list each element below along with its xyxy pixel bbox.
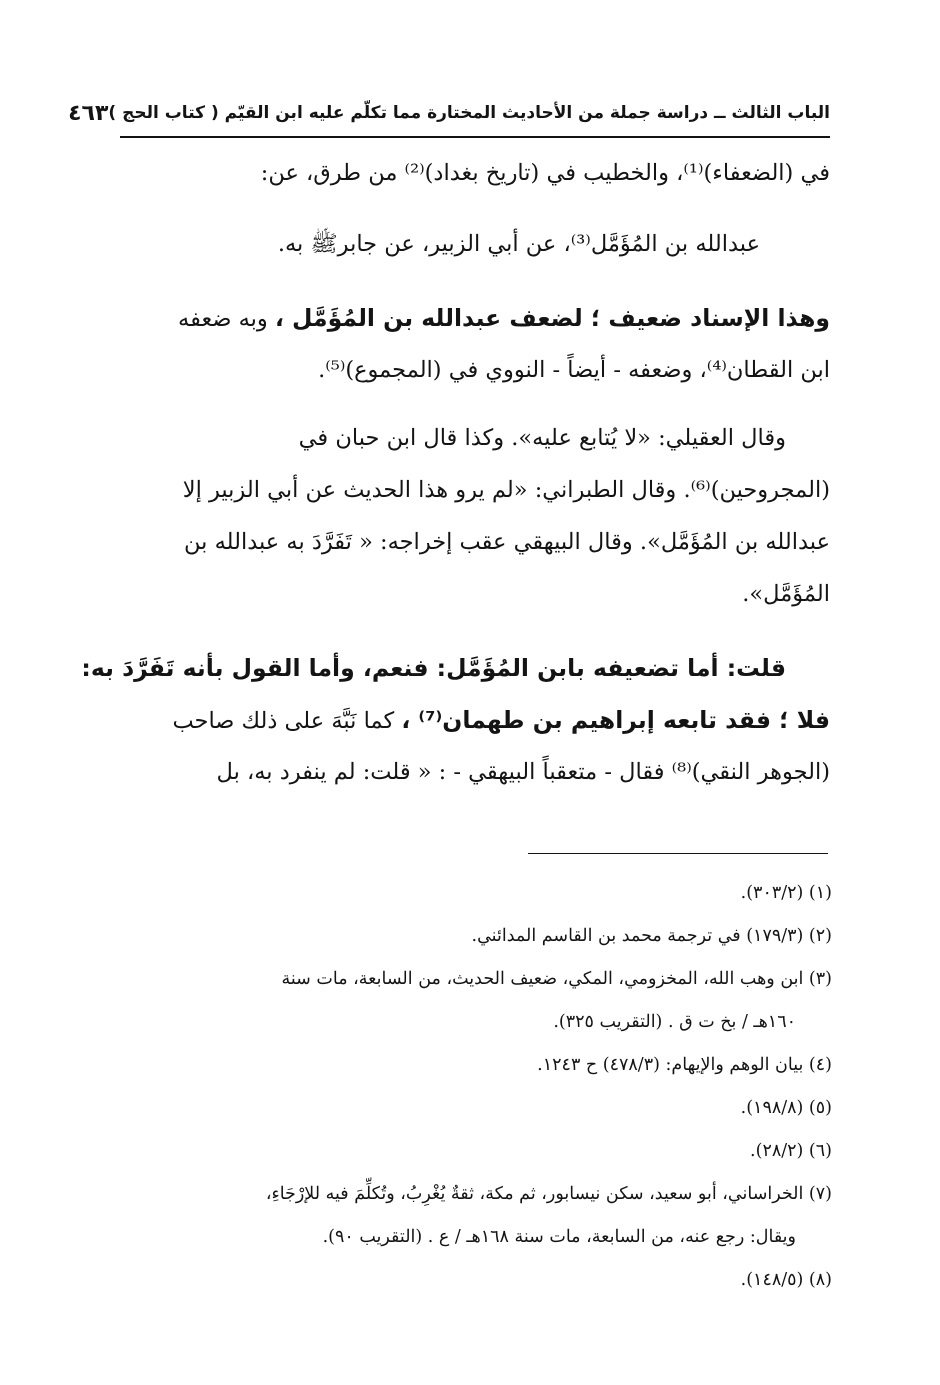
text-line: (المجروحين)⁽⁶⁾. وقال الطبراني: «لم يرو هذا الحديث عن أبي الزبير إلا <box>182 477 830 503</box>
bold-phrase: فلا ؛ فقد تابعه إبراهيم بن طهمان⁽⁷⁾ ، <box>401 706 830 734</box>
running-header <box>68 92 830 134</box>
footnotes <box>120 872 832 1302</box>
footnote-4: (٤) بيان الوهم والإيهام: (٤٧٨/٣) ح ١٢٤٣. <box>537 1055 832 1075</box>
text-line: عبدالله بن المُؤَمَّل». وقال البيهقي عقب إخراجه: « تَفَرَّدَ به عبدالله بن <box>184 529 830 555</box>
text-line: المُؤَمَّل». <box>742 581 830 607</box>
text-line: ابن القطان⁽⁴⁾، وضعفه - أيضاً - النووي في (المجموع)⁽⁵⁾. <box>318 357 830 383</box>
footnote-7-cont: ويقال: رجع عنه، من السابعة، مات سنة ١٦٨هـ / ع . (التقريب ٩٠). <box>322 1227 796 1247</box>
paragraph-3 <box>120 292 830 396</box>
footnote-7: (٧) الخراساني، أبو سعيد، سكن نيسابور، ثم مكة، ثقةٌ يُغْرِبُ، وتُكلِّمَ فيه للإرْجَاءِ، <box>265 1184 832 1204</box>
paragraph-1 <box>120 147 830 199</box>
page-number: ٤٦٣ <box>68 100 109 126</box>
text-line: قلت: أما تضعيفه بابن المُؤَمَّل: فنعم، وأما القول بأنه تَفَرَّدَ به: <box>81 654 786 682</box>
footnote-separator <box>528 853 828 854</box>
text-tail: وبه ضعفه <box>178 306 275 332</box>
text-line <box>120 694 830 746</box>
footnote-5: (٥) (١٩٨/٨). <box>740 1098 832 1118</box>
footnote-3: (٣) ابن وهب الله، المخزومي، المكي، ضعيف الحديث، من السابعة، مات سنة <box>281 969 832 989</box>
text-line: وقال العقيلي: «لا يُتابع عليه». وكذا قال ابن حبان في <box>298 425 786 451</box>
footnote-1: (١) (٣٠٣/٢). <box>740 883 832 903</box>
text-line <box>120 292 830 344</box>
footnote-6: (٦) (٢٨/٢). <box>750 1141 832 1161</box>
bold-phrase: وهذا الإسناد ضعيف ؛ لضعف عبدالله بن المُؤَمَّل ، <box>274 304 830 332</box>
text-line: في (الضعفاء)⁽¹⁾، والخطيب في (تاريخ بغداد)⁽²⁾ من طرق، عن: <box>260 160 830 186</box>
text-line: عبدالله بن المُؤَمَّل⁽³⁾، عن أبي الزبير، عن جابرﷺ به. <box>277 231 760 257</box>
paragraph-5 <box>81 642 830 798</box>
footnote-8: (٨) (١٤٨/٥). <box>740 1270 832 1290</box>
header-rule <box>120 136 830 138</box>
footnote-3-cont: ١٦٠هـ / بخ ت ق . (التقريب ٣٢٥). <box>553 1012 796 1032</box>
header-title: الباب الثالث ــ دراسة جملة من الأحاديث المختارة مما تكلّم عليه ابن القيّم ( كتاب الحج ) <box>108 103 830 123</box>
paragraph-2 <box>120 218 830 270</box>
footnote-2: (٢) (١٧٩/٣) في ترجمة محمد بن القاسم المدائني. <box>471 926 832 946</box>
text-tail: كما نَبَّهَ على ذلك صاحب <box>172 708 402 734</box>
paragraph-4 <box>120 412 830 620</box>
text-line: (الجوهر النقي)⁽⁸⁾ فقال - متعقباً البيهقي - : « قلت: لم ينفرد به، بل <box>216 759 830 785</box>
